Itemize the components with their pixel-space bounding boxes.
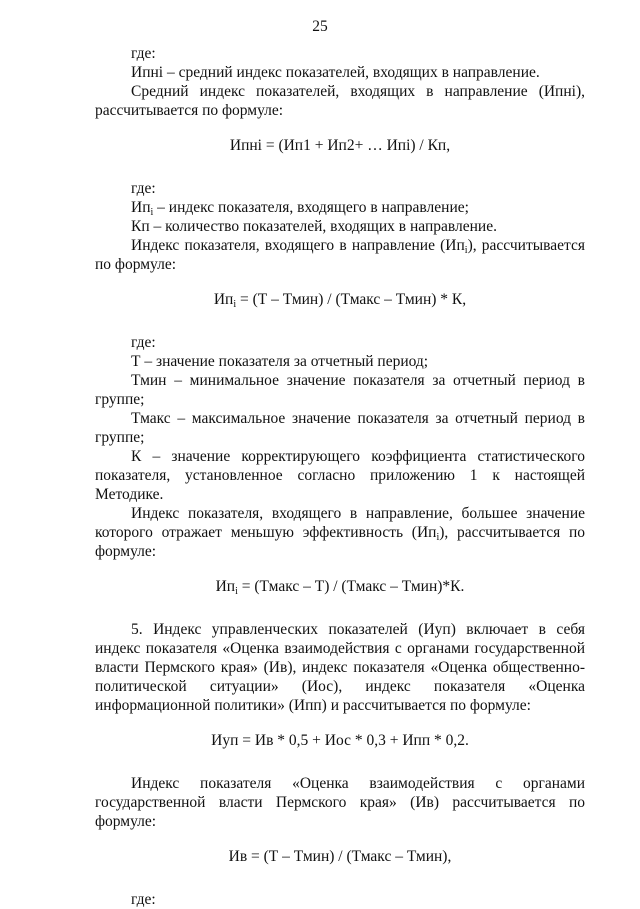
text-fragment: ), рассчитывается по формуле: [95,524,585,560]
text-fragment: = (Тмакс – Т) / (Тмакс – Тмин)*К. [237,578,465,595]
text-fragment: Ип [215,578,236,595]
index-intro [95,236,585,274]
text-fragment: ), рассчитывается по формуле: [95,237,585,273]
t-definition: Т – значение показателя за отчетный период; [131,353,429,370]
tmin-definition: Тмин – минимальное значение показателя за отчетный период в группе; [95,372,585,408]
ipi-definition [95,198,585,217]
item-5-paragraph: 5. Индекс управленческих показателей (Иуп) включает в себя индекс показателя «Оценка взаимодействия с органами государственной власти Пермского края» (Ив), индекс показателя «Оценка общественно-политической ситуации» (Иос), индекс показателя «Оценка информационной политики» (Ипп) и рассчитывается по формуле: [95,621,585,714]
iv-intro: Индекс показателя «Оценка взаимодействия с органами государственной власти Пермского края» (Ив) рассчитывается по формуле: [95,775,585,830]
k-definition: К – значение корректирующего коэффициента статистического показателя, установленное согласно приложению 1 к настоящей Методике. [95,448,585,503]
formula-management-index: Иуп = Ив * 0,5 + Иос * 0,3 + Ипп * 0,2. [211,732,469,749]
ipni-definition: Ипнi – средний индекс показателей, входящих в направление. [131,64,540,81]
subscript: i [235,586,238,597]
text-fragment: Ип [131,199,151,216]
subscript: i [464,245,468,256]
tmax-definition: Тмакс – максимальное значение показателя за отчетный период в группе; [95,410,585,446]
where-label: где: [131,180,156,197]
document-body [95,44,585,909]
text-fragment: Индекс показателя, входящего в направление (Ип [131,237,465,254]
text-fragment: Индекс показателя, входящего в направление, большее значение которого отражает меньшую эффективность (Ип [95,505,585,541]
formula-average-index: Ипнi = (Ип1 + Ип2+ … Ипi) / Кп, [229,137,451,154]
text-fragment: = (Т – Тмин) / (Тмакс – Тмин) * К, [236,291,467,308]
kp-definition: Кп – количество показателей, входящих в направление. [131,218,497,235]
subscript: i [436,532,440,543]
page-number: 25 [312,18,328,35]
subscript: i [150,207,154,218]
formula-index [95,290,585,309]
text-fragment: – индекс показателя, входящего в направление; [153,199,469,216]
where-label: где: [131,891,156,908]
text-fragment: Ип [213,291,234,308]
average-index-intro: Средний индекс показателей, входящих в направление (Ипнi), рассчитывается по формуле: [95,83,585,119]
subscript: i [233,299,237,310]
reverse-index-intro [95,504,585,561]
where-label: где: [131,334,156,351]
formula-reverse-index [95,577,585,596]
where-label: где: [131,45,156,62]
formula-iv: Ив = (Т – Тмин) / (Тмакс – Тмин), [228,848,452,865]
